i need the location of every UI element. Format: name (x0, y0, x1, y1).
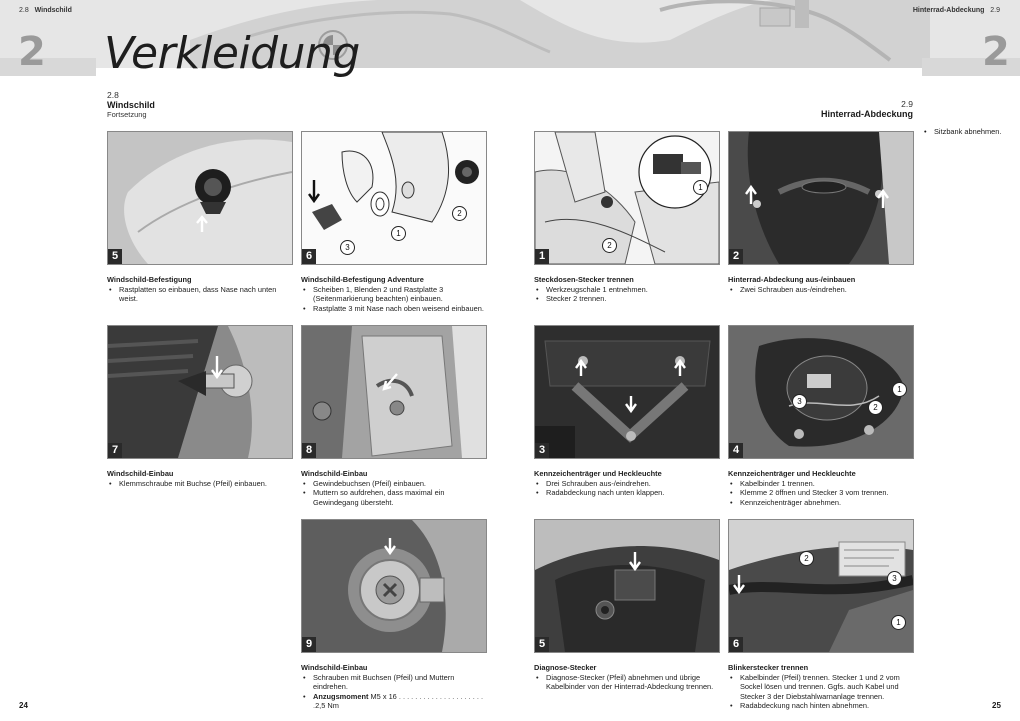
figure-caption (107, 469, 297, 488)
figure-number-badge: 5 (108, 249, 122, 264)
caption-item: • Stecker 2 trennen. (534, 294, 724, 304)
figure-caption (728, 663, 918, 711)
section-subtitle: Fortsetzung (107, 110, 147, 119)
section-heading-left (107, 90, 155, 120)
photo-diagnostic-connector (535, 520, 719, 652)
callout-3: 3 (340, 240, 355, 255)
chapter-strip-left (0, 58, 96, 76)
figure-caption (534, 663, 724, 692)
caption-item: • Radabdeckung nach unten klappen. (534, 488, 724, 498)
figure-caption (301, 275, 491, 313)
figure-caption (534, 275, 724, 304)
figure-photo (728, 519, 914, 653)
chapter-title: Verkleidung (104, 28, 360, 79)
figure-photo (301, 325, 487, 459)
photo-rear-wheel-cover (729, 132, 913, 264)
caption-title: Windschild-Einbau (107, 469, 174, 478)
running-header-right-num: 2.9 (990, 7, 1000, 14)
running-header-left-title: Windschild (34, 7, 72, 14)
photo-threaded-bushings (302, 326, 486, 458)
figure-caption (301, 469, 491, 507)
photo-turn-signal-connector (729, 520, 913, 652)
figure-photo (107, 325, 293, 459)
caption-item: • Rastplatte 3 mit Nase nach oben weisend einbauen. (301, 304, 491, 314)
figure-caption (301, 663, 491, 711)
caption-item: • Rastplatten so einbauen, dass Nase nach unten weist. (107, 285, 297, 304)
photo-windshield-mount (108, 132, 292, 264)
figure-photo (728, 131, 914, 265)
figure-number-badge: 6 (729, 637, 743, 652)
figure-caption (728, 469, 918, 507)
running-header-right-title: Hinterrad-Abdeckung (912, 7, 985, 14)
callout-1: 1 (693, 180, 708, 195)
caption-title: Windschild-Befestigung Adventure (301, 275, 424, 284)
photo-clamp-screw (108, 326, 292, 458)
caption-item: • Kabelbinder 1 trennen. (728, 479, 918, 489)
caption-item: • Muttern so aufdrehen, dass maximal ein Gewindegang übersteht. (301, 488, 491, 507)
callout-2: 2 (602, 238, 617, 253)
caption-title: Kennzeichenträger und Heckleuchte (534, 469, 662, 478)
section-title: Hinterrad-Abdeckung (820, 109, 913, 119)
callout-1: 1 (892, 382, 907, 397)
figure-number-badge: 6 (302, 249, 316, 264)
caption-title: Steckdosen-Stecker trennen (534, 275, 634, 284)
caption-item: • Klemme 2 öffnen und Stecker 3 vom trennen. (728, 488, 918, 498)
photo-tail-light-connector (729, 326, 913, 458)
caption-item: • Werkzeugschale 1 entnehmen. (534, 285, 724, 295)
torque-spec (301, 692, 491, 711)
figure-photo (534, 325, 720, 459)
callout-2: 2 (799, 551, 814, 566)
callout-2: 2 (868, 400, 883, 415)
caption-item: • Kennzeichenträger abnehmen. (728, 498, 918, 508)
caption-title: Hinterrad-Abdeckung aus-/einbauen (728, 275, 856, 284)
side-note-item: • Sitzbank abnehmen. (922, 127, 1018, 137)
figure-caption (728, 275, 918, 294)
section-heading-right (780, 99, 913, 119)
photo-license-plate-carrier (535, 326, 719, 458)
figure-caption (107, 275, 297, 304)
figure-number-badge: 4 (729, 443, 743, 458)
callout-1: 1 (891, 615, 906, 630)
page-number-right: 25 (992, 701, 1001, 710)
torque-value: 2,5 Nm (315, 701, 339, 711)
caption-item: • Kabelbinder (Pfeil) trennen. Stecker 1 und 2 vom Sockel lösen und trennen. Ggfs. auch Kabel und Stecker 3 der Diebstahlwarnanlage trennen. (728, 673, 918, 702)
caption-title: Windschild-Einbau (301, 469, 368, 478)
caption-item: • Scheiben 1, Blenden 2 und Rastplatte 3 (Seitenmarkierung beachten) einbauen. (301, 285, 491, 304)
caption-item: • Schrauben mit Buchsen (Pfeil) und Muttern eindrehen. (301, 673, 491, 692)
figure-number-badge: 3 (535, 443, 549, 458)
caption-title: Windschild-Einbau (301, 663, 368, 672)
running-header-left (19, 7, 72, 14)
side-note (922, 127, 1018, 137)
photo-screw-with-bushing (302, 520, 486, 652)
figure-photo (107, 131, 293, 265)
caption-title: Blinkerstecker trennen (728, 663, 809, 672)
callout-3: 3 (792, 394, 807, 409)
caption-item: • Gewindebuchsen (Pfeil) einbauen. (301, 479, 491, 489)
caption-item: • Drei Schrauben aus-/eindrehen. (534, 479, 724, 489)
drawing-windshield-mount-adventure (302, 132, 486, 264)
section-number: 2.8 (107, 90, 119, 100)
figure-photo (301, 131, 487, 265)
callout-1: 1 (391, 226, 406, 241)
caption-title: Kennzeichenträger und Heckleuchte (728, 469, 856, 478)
figure-photo (728, 325, 914, 459)
figure-number-badge: 2 (729, 249, 743, 264)
section-title: Windschild (107, 100, 155, 110)
figure-number-badge: 7 (108, 443, 122, 458)
torque-label: Anzugsmoment (313, 691, 369, 701)
caption-item: • Radabdeckung nach hinten abnehmen. (728, 701, 918, 711)
caption-item: • Klemmschraube mit Buchse (Pfeil) einbauen. (107, 479, 297, 489)
callout-3: 3 (887, 571, 902, 586)
chapter-number-right: 2 (982, 29, 1010, 75)
section-number: 2.9 (901, 99, 913, 109)
caption-item: • Diagnose-Stecker (Pfeil) abnehmen und übrige Kabelbinder von der Hinterrad-Abdeckung trennen. (534, 673, 724, 692)
figure-number-badge: 8 (302, 443, 316, 458)
torque-leader: . . . . . . . . . . . . . . . . . . . . . . (313, 691, 484, 711)
torque-spec-size: M5 x 16 (370, 691, 397, 701)
drawing-socket-connector (535, 132, 719, 264)
caption-title: Windschild-Befestigung (107, 275, 192, 284)
figure-photo (534, 519, 720, 653)
figure-number-badge: 5 (535, 637, 549, 652)
running-header-left-num: 2.8 (19, 7, 29, 14)
running-header-right (913, 7, 1000, 14)
figure-photo (301, 519, 487, 653)
figure-number-badge: 9 (302, 637, 316, 652)
caption-item: • Zwei Schrauben aus-/eindrehen. (728, 285, 918, 295)
page-number-left: 24 (19, 701, 28, 710)
chapter-number-left: 2 (18, 29, 46, 75)
figure-photo (534, 131, 720, 265)
caption-title: Diagnose-Stecker (534, 663, 597, 672)
figure-caption (534, 469, 724, 498)
figure-number-badge: 1 (535, 249, 549, 264)
callout-2: 2 (452, 206, 467, 221)
